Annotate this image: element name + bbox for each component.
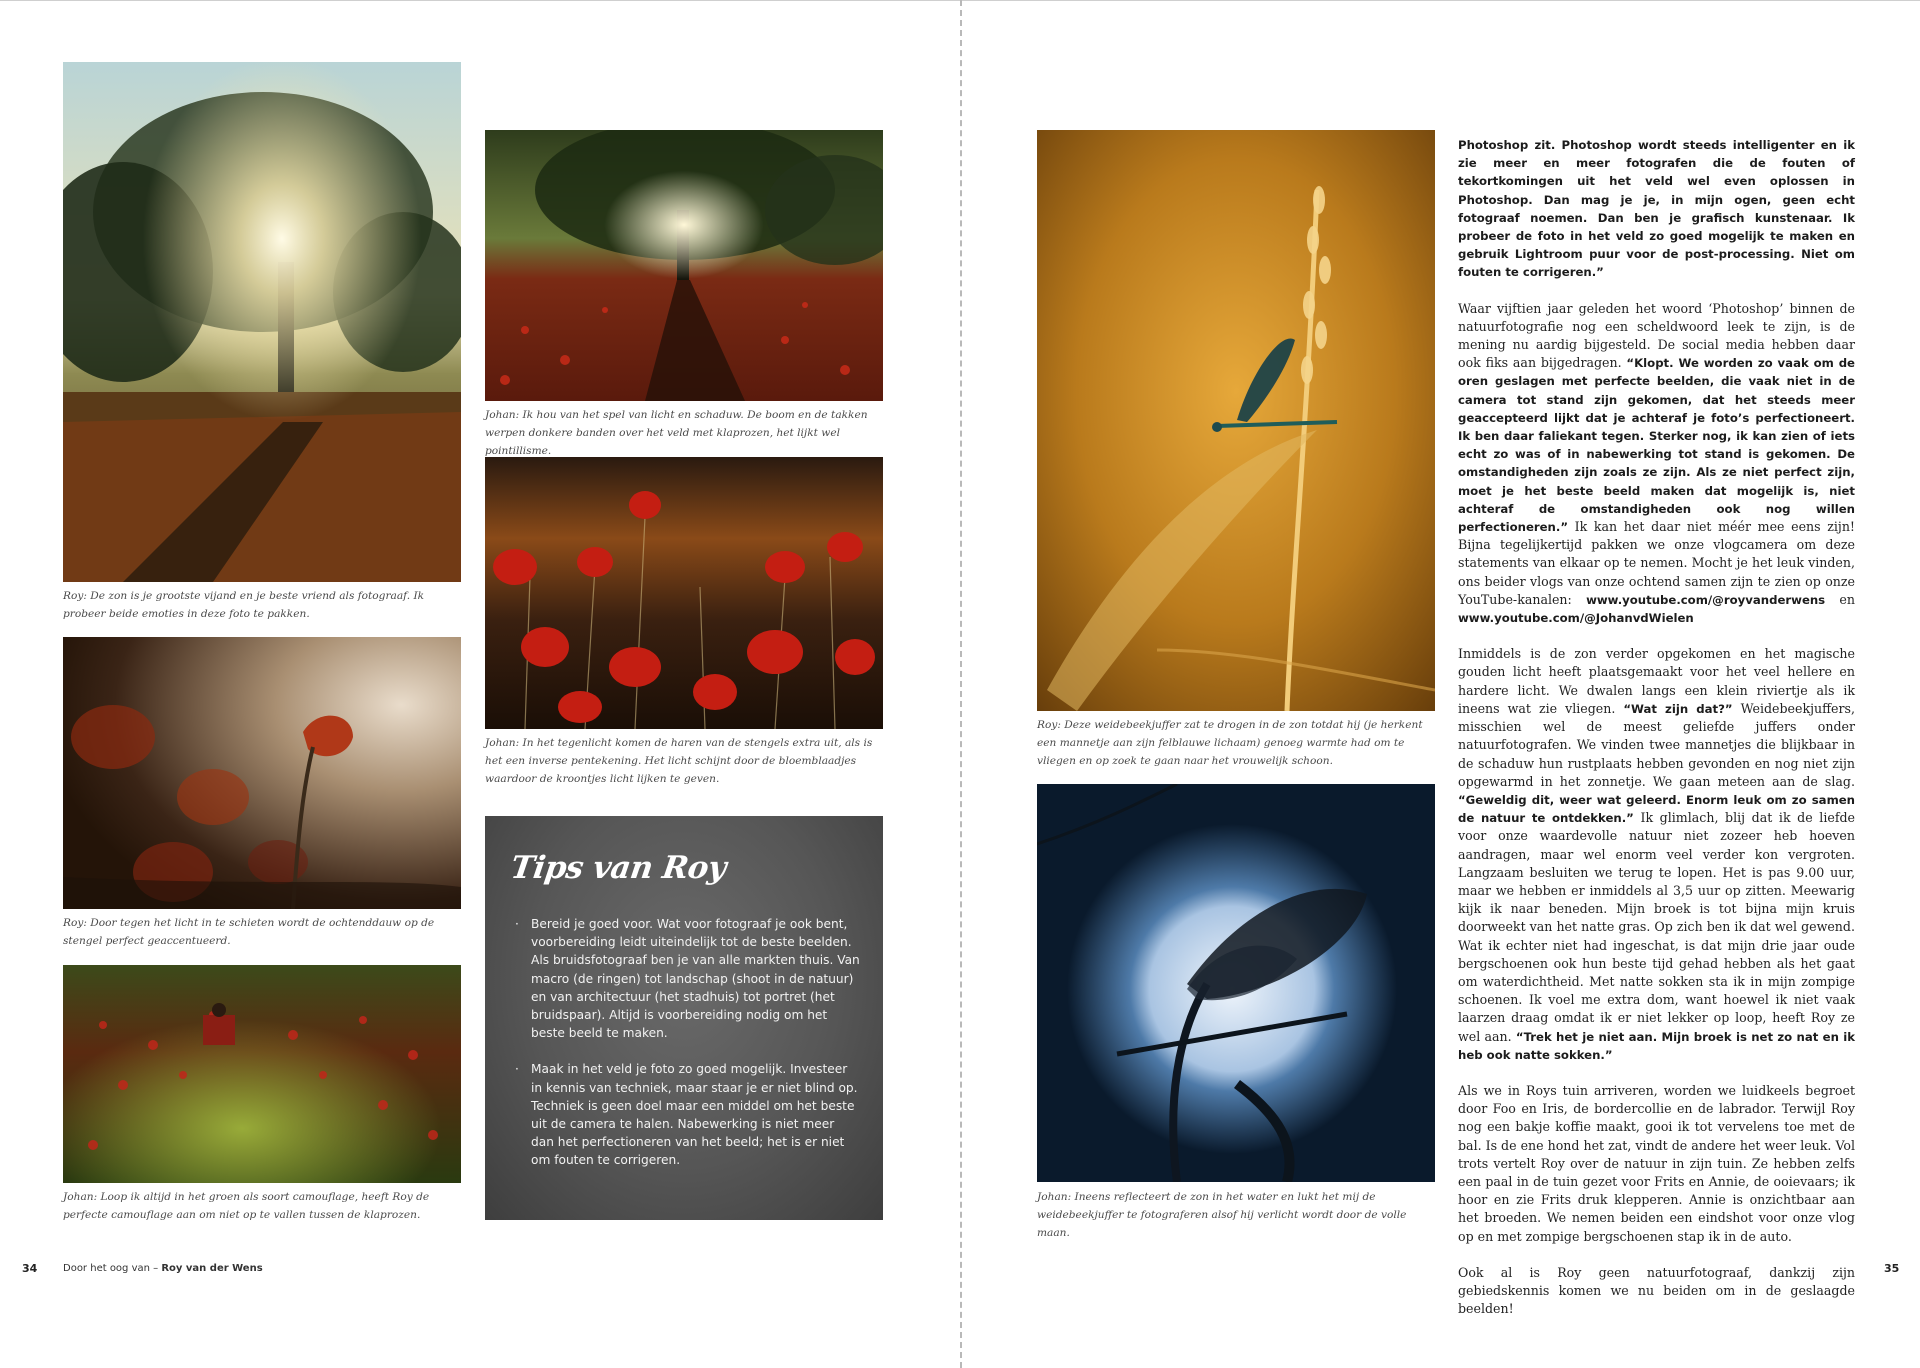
footer-running-title bbox=[63, 1263, 263, 1274]
photo-shadow-field bbox=[485, 130, 883, 401]
photo-damselfly-moon bbox=[1037, 784, 1435, 1182]
youtube-link-johan[interactable]: www.youtube.com/@JohanvdWielen bbox=[1458, 611, 1694, 626]
photo-damselfly-on-grass bbox=[1037, 130, 1435, 711]
caption-dew-poppy: Roy: Door tegen het licht in te schieten wordt de ochtenddauw op de stengel perfect geaccentueerd. bbox=[63, 917, 435, 947]
body-text: Waar vijftien jaar geleden het woord ‘Photoshop’ binnen de natuurfotografie nog een scheldwoord leek te zijn, is de mening nu aardig bijgesteld. De social media hebben daar ook fiks aan bijgedragen. bbox=[1458, 300, 1855, 371]
youtube-link-roy[interactable]: www.youtube.com/@royvanderwens bbox=[1586, 592, 1826, 607]
page-fold-divider bbox=[960, 0, 962, 1368]
tip-item: · Bereid je goed voor. Wat voor fotograaf je ook bent, voorbereiding leidt uiteindelijk tot de beste beelden. Als bruidsfotograaf ben je van alle markten thuis. Van macro (de ringen) tot landschap (shoot in de natuur) en van architectuur (het stadhuis) tot portret (het bruidspaar). Altijd is voorbereiding nodig om het beste beeld te maken. bbox=[515, 915, 861, 1042]
article-paragraph bbox=[1458, 136, 1855, 282]
photo-backlit-poppies bbox=[485, 457, 883, 729]
body-text: en bbox=[1825, 591, 1855, 607]
tip-item: · Maak in het veld je foto zo goed mogelijk. Investeer in kennis van techniek, maar staar je er niet blind op. Techniek is geen doel maar een middel om het beste uit de camera te halen. Nabewerking is niet meer dan het perfectioneren van het beeld; het is er niet om fouten te corrigeren. bbox=[515, 1060, 861, 1169]
footer-author: Roy van der Wens bbox=[161, 1263, 263, 1274]
body-text: Weidebeekjuffers, misschien wel de meest geliefde juffers onder natuurfotografen. We vinden twee mannetjes die blijkbaar in de schaduw hun rustplaats hebben gevonden en nog niet zijn opgewarmd in het zonnetje. We gaan meteen aan de slag. bbox=[1458, 700, 1855, 789]
quote-text: “Klopt. We worden zo vaak om de oren geslagen met perfecte beelden, die vaak niet in de camera tot stand zijn gekomen, dat het steeds meer geaccepteerd lijkt dat je achteraf je foto’s perfectioneert. Ik ben daar faliekant tegen. Sterker nog, ik kan zien of iets echt zo was of in nabewerking tot stand is gekomen. De omstandigheden zijn zoals ze zijn. Als ze niet perfect zijn, moet je het beste beeld maken dat mogelijk is, niet achteraf de omstandigheden ook nog willen perfectioneren.” bbox=[1458, 356, 1855, 535]
footer-series: Door het oog van – bbox=[63, 1263, 159, 1274]
quote-text: “Wat zijn dat?” bbox=[1623, 701, 1733, 716]
page-number-left: 34 bbox=[22, 1262, 38, 1275]
caption-damselfly-moon: Johan: Ineens reflecteert de zon in het water en lukt het mij de weidebeekjuffer te fotograferen alsof hij verlicht wordt door de volle maan. bbox=[1037, 1191, 1407, 1239]
quote-text: “Geweldig dit, weer wat geleerd. Enorm leuk om zo samen de natuur te ontdekken.” bbox=[1458, 792, 1855, 826]
tips-box bbox=[485, 816, 883, 1220]
body-text: Ik glimlach, blij dat ik de liefde voor onze waardevolle natuur niet zozeer heb hoeven aandragen, maar wel enorm veel verder kon vergroten. Langzaam besluiten we terug te lopen. Het is pas 9.00 uur, maar we hebben er inmiddels al 3,5 uur op zitten. Meewarig kijk ik naar beneden. Mijn broek is tot bijna mijn kruis doorweekt van het natte gras. Op zich ben ik dat wel gewend. Wat ik echter niet had ingeschat, is dat mijn drie jaar oude bergschoenen ook hun beste tijd gehad hebben als het gaat om waterdichtheid. Met natte sokken sta ik in mijn zompige schoenen. Ik voel me extra dom, want hoewel ik niet vaak laarzen draag omdat ik er niet lekker op loop, heeft Roy ze wel aan. bbox=[1458, 810, 1855, 1044]
tips-list bbox=[515, 915, 861, 1188]
caption-backlit-poppies: Johan: In het tegenlicht komen de haren van de stengels extra uit, als is het een inverse pentekening. Het licht schijnt door de bloemblaadjes waardoor de kroontjes licht lijken te geven. bbox=[485, 737, 873, 785]
article-paragraph bbox=[1458, 645, 1855, 1064]
article-paragraph bbox=[1458, 300, 1855, 628]
caption-camouflage: Johan: Loop ik altijd in het groen als soort camouflage, heeft Roy de perfecte camouflage aan om niet op te vallen tussen de klaprozen. bbox=[63, 1191, 430, 1221]
photo-sun-through-tree bbox=[63, 62, 461, 582]
tips-title: Tips van Roy bbox=[508, 850, 729, 886]
quote-text: Photoshop zit. Photoshop wordt steeds intelligenter en ik zie meer en meer fotografen die de fouten of tekortkomingen uit het veld wel even oplossen in Photoshop. Dan mag je je, in mijn ogen, geen echt fotograaf noemen. Dan ben je grafisch kunstenaar. Ik probeer de foto in het veld zo goed mogelijk te maken en gebruik Lightroom puur voor de post-processing. Niet om fouten te corrigeren.” bbox=[1458, 138, 1855, 280]
body-text: Inmiddels is de zon verder opgekomen en het magische gouden licht heeft plaatsgemaakt voor het veel hellere en hardere licht. We dwalen langs een klein riviertje als ik ineens wat zie vliegen. bbox=[1458, 646, 1855, 716]
quote-text: “Trek het je niet aan. Mijn broek is net zo nat en ik heb ook natte sokken.” bbox=[1458, 1029, 1855, 1062]
caption-shadow-field: Johan: Ik hou van het spel van licht en schaduw. De boom en de takken werpen donkere banden over het veld met klaprozen, het lijkt wel pointillisme. bbox=[485, 409, 868, 457]
body-text: Ik kan het daar niet méér mee eens zijn! Bijna tegelijkertijd pakken we onze vlogcamera om deze statements van elkaar op te nemen. Mocht je het leuk vinden, ons beider vlogs van onze ochtend samen zijn te zien op onze YouTube-kanalen: bbox=[1458, 519, 1855, 607]
article-body bbox=[1458, 136, 1855, 1336]
article-paragraph: Ook al is Roy geen natuurfotograaf, dankzij zijn gebiedskennis komen we nu beiden om in de geslaagde beelden! bbox=[1458, 1264, 1855, 1317]
caption-sun-tree: Roy: De zon is je grootste vijand en je beste vriend als fotograaf. Ik probeer beide emoties in deze foto te pakken. bbox=[63, 590, 425, 620]
article-paragraph: Als we in Roys tuin arriveren, worden we luidkeels begroet door Foo en Iris, de bordercollie en de labrador. Terwijl Roy nog een bakje koffie maakt, gooi ik tot vervelens toe met de bal. Is de ene hond het zat, vindt de andere het weer leuk. Vol trots vertelt Roy over de natuur in zijn tuin. Ze hebben zelfs een paal in de tuin gezet voor Frits en Annie, de ooievaars; ik hoor en zie Frits druk klepperen. Annie is onzichtbaar aan het broeden. We nemen beiden een eindshot voor onze vlog op en met zompige bergschoenen stap ik in de auto. bbox=[1458, 1082, 1855, 1244]
caption-damselfly-grass: Roy: Deze weidebeekjuffer zat te drogen in de zon totdat hij (je herkent een mannetje aan zijn felblauwe lichaam) genoeg warmte had om te vliegen en op zoek te gaan naar het vrouwelijk schoon. bbox=[1037, 719, 1423, 767]
photo-dew-poppy bbox=[63, 637, 461, 909]
page-number-right: 35 bbox=[1884, 1262, 1900, 1275]
photo-camouflage-in-poppies bbox=[63, 965, 461, 1183]
